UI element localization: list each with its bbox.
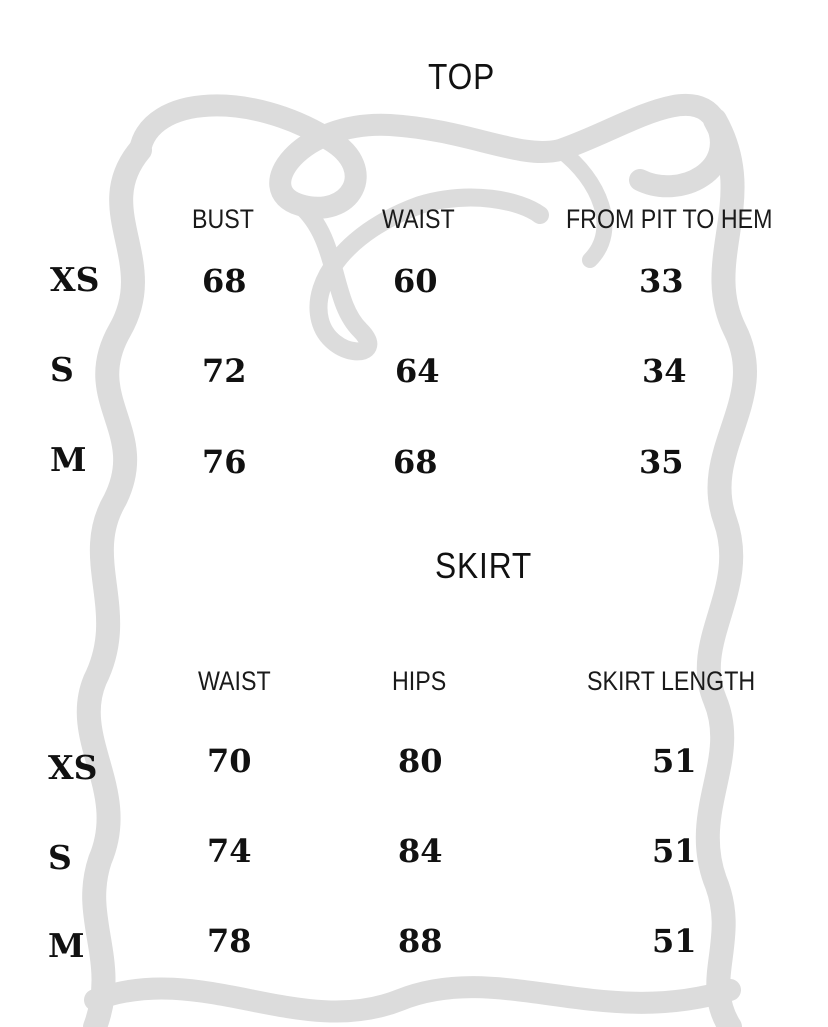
top-xs-waist: 60 (393, 262, 438, 300)
top-s-pit-to-hem: 34 (642, 352, 687, 390)
top-xs-bust: 68 (202, 262, 247, 300)
skirt-xs-length: 51 (652, 742, 697, 780)
top-m-waist: 68 (393, 443, 438, 481)
skirt-size-m: M (48, 926, 85, 965)
skirt-xs-waist: 70 (207, 742, 252, 780)
top-m-bust: 76 (202, 443, 247, 481)
ribbon-bow (140, 105, 721, 208)
top-section-title: TOP (428, 56, 496, 97)
top-header-waist: WAIST (382, 204, 455, 234)
skirt-section-title: SKIRT (435, 545, 533, 586)
skirt-header-hips: HIPS (392, 666, 447, 696)
skirt-m-waist: 78 (207, 922, 252, 960)
top-size-m: M (50, 440, 87, 479)
top-header-pit-to-hem: FROM PIT TO HEM (566, 204, 773, 234)
skirt-s-length: 51 (652, 832, 697, 870)
top-s-waist: 64 (395, 352, 440, 390)
skirt-s-hips: 84 (398, 832, 443, 870)
skirt-m-length: 51 (652, 922, 697, 960)
skirt-header-length: SKIRT LENGTH (587, 666, 756, 696)
top-xs-pit-to-hem: 33 (639, 262, 684, 300)
skirt-size-s: S (48, 838, 72, 877)
skirt-m-hips: 88 (398, 922, 443, 960)
ribbon-bottom-wave (95, 987, 730, 1011)
top-s-bust: 72 (202, 352, 247, 390)
top-m-pit-to-hem: 35 (639, 443, 684, 481)
top-size-s: S (50, 350, 74, 389)
top-size-xs: XS (50, 260, 100, 299)
skirt-header-waist: WAIST (198, 666, 271, 696)
skirt-xs-hips: 80 (398, 742, 443, 780)
skirt-s-waist: 74 (207, 832, 252, 870)
ribbon-right-strand (708, 120, 745, 1027)
top-header-bust: BUST (192, 204, 254, 234)
skirt-size-xs: XS (48, 748, 98, 787)
